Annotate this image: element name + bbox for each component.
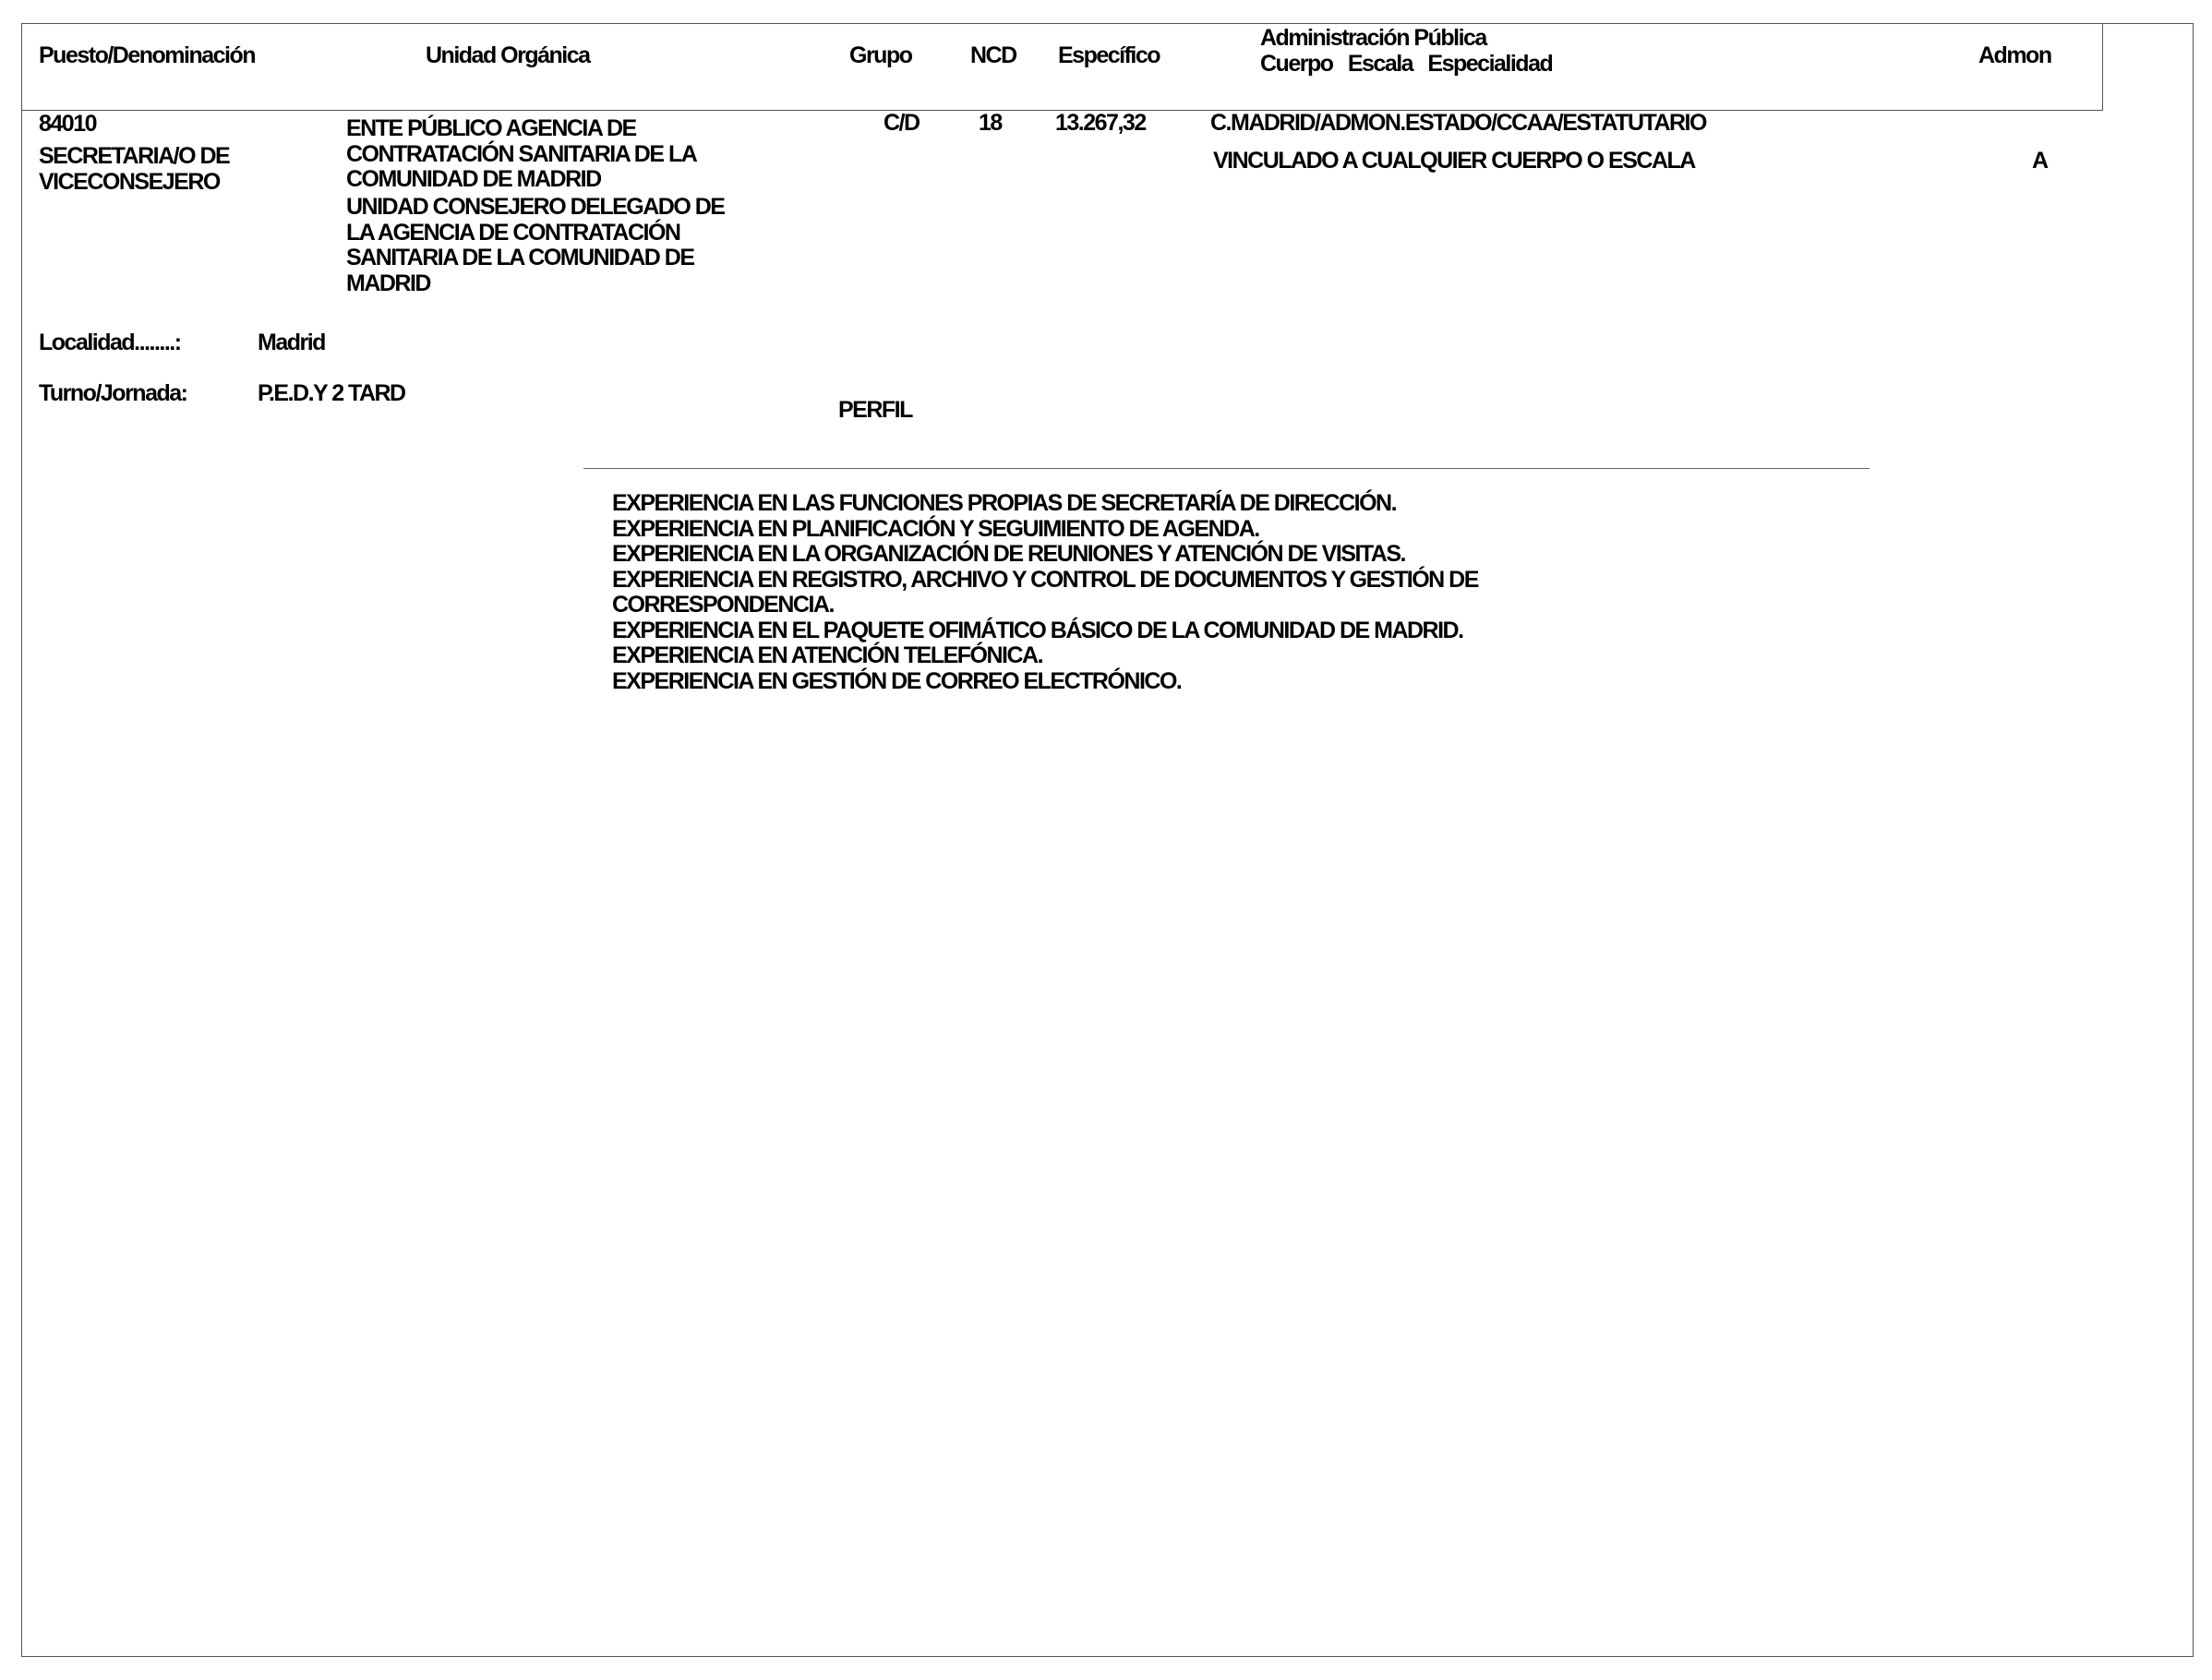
localidad-label: Localidad........: — [39, 330, 181, 355]
perfil-item: EXPERIENCIA EN ATENCIÓN TELEFÓNICA. — [612, 642, 1043, 668]
header-unidad: Unidad Orgánica — [426, 42, 590, 68]
perfil-list — [612, 491, 1478, 694]
record-unidad-consejero — [346, 195, 724, 296]
localidad-value: Madrid — [258, 330, 325, 355]
header-especifico: Específico — [1058, 42, 1160, 68]
header-admin-publica: Administración Pública — [1260, 25, 1486, 51]
record-cuerpo: VINCULADO A CUALQUIER CUERPO O ESCALA — [1213, 148, 1695, 174]
perfil-item: EXPERIENCIA EN PLANIFICACIÓN Y SEGUIMIENTO DE AGENDA. — [612, 515, 1259, 542]
header-cuerpo-escala: Cuerpo Escala Especialidad — [1260, 51, 1553, 77]
perfil-item: EXPERIENCIA EN LA ORGANIZACIÓN DE REUNIONES Y ATENCIÓN DE VISITAS. — [612, 541, 1405, 567]
record-unidad-ente — [346, 116, 696, 193]
unidad-line: UNIDAD CONSEJERO DELEGADO DE — [346, 194, 725, 220]
perfil-item: EXPERIENCIA EN REGISTRO, ARCHIVO Y CONTROL DE DOCUMENTOS Y GESTIÓN DE — [612, 566, 1478, 593]
unidad-line: CONTRATACIÓN SANITARIA DE LA — [346, 140, 697, 167]
header-admon: Admon — [1978, 42, 2051, 68]
unidad-line: ENTE PÚBLICO AGENCIA DE — [346, 115, 636, 141]
perfil-item: CORRESPONDENCIA. — [612, 592, 834, 618]
denominacion-line: VICECONSEJERO — [39, 169, 220, 195]
record-admon: A — [2032, 148, 2048, 174]
header-ncd: NCD — [970, 42, 1016, 68]
record-denominacion — [39, 143, 229, 195]
header-puesto: Puesto/Denominación — [39, 42, 256, 68]
turno-label: Turno/Jornada: — [39, 380, 187, 406]
turno-value: P.E.D.Y 2 TARD — [258, 380, 405, 406]
perfil-divider — [583, 468, 1869, 469]
unidad-line: MADRID — [346, 270, 430, 296]
record-ncd: 18 — [979, 110, 1002, 136]
perfil-item: EXPERIENCIA EN GESTIÓN DE CORREO ELECTRÓNICO. — [612, 667, 1182, 694]
header-grupo: Grupo — [849, 42, 912, 68]
unidad-line: LA AGENCIA DE CONTRATACIÓN — [346, 219, 680, 246]
unidad-line: COMUNIDAD DE MADRID — [346, 166, 601, 192]
perfil-label: PERFIL — [838, 397, 912, 423]
perfil-item: EXPERIENCIA EN EL PAQUETE OFIMÁTICO BÁSICO DE LA COMUNIDAD DE MADRID. — [612, 617, 1463, 643]
record-especifico: 13.267,32 — [1055, 110, 1146, 136]
record-administracion: C.MADRID/ADMON.ESTADO/CCAA/ESTATUTARIO — [1210, 110, 1706, 136]
record-grupo: C/D — [884, 110, 920, 136]
unidad-line: SANITARIA DE LA COMUNIDAD DE — [346, 245, 694, 270]
record-code: 84010 — [39, 111, 97, 137]
perfil-item: EXPERIENCIA EN LAS FUNCIONES PROPIAS DE SECRETARÍA DE DIRECCIÓN. — [612, 490, 1397, 516]
denominacion-line: SECRETARIA/O DE — [39, 143, 230, 169]
